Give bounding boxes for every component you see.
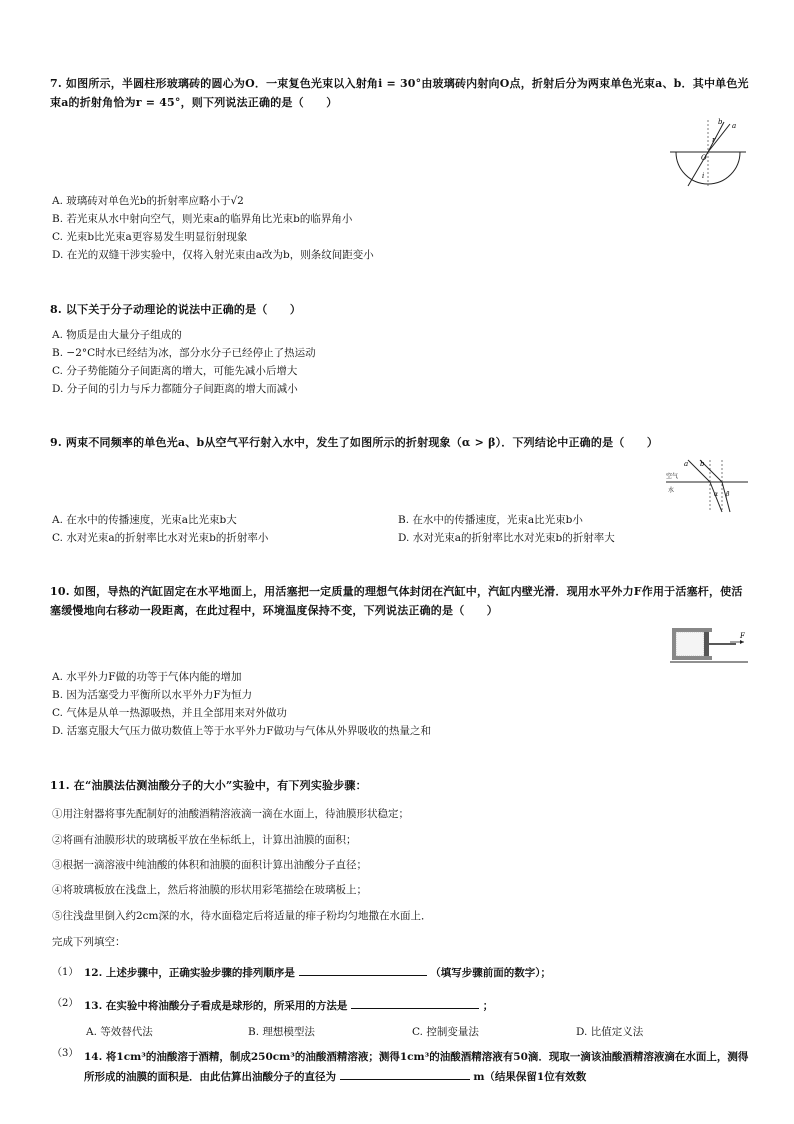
q11-sub3-after: m（结果保留1位有效数: [473, 1071, 587, 1083]
q11-sub1-after: （填写步骤前面的数字）；: [430, 967, 551, 979]
q7-option-c[interactable]: C. 光束b比光束a更容易发生明显衍射现象: [52, 231, 248, 243]
q11-sub1-text: 12. 上述步骤中，正确实验步骤的排列顺序是: [84, 967, 295, 979]
q11-sub2-option-d[interactable]: D. 比值定义法: [576, 1026, 644, 1038]
q7-semicircle-figure: [668, 116, 748, 192]
question-7-stem: 7. 如图所示，半圆柱形玻璃砖的圆心为O．一束复色光束以入射角i = 30°由玻璃砖内射向O点，折射后分为两束单色光束a、b．其中单色光束a的折射角恰为r = 45°，则下列说法正确的是（ ）: [50, 77, 749, 109]
q11-sub3-number: （3）: [52, 1048, 79, 1059]
q10-option-a[interactable]: A. 水平外力F做的功等于气体内能的增加: [52, 671, 242, 683]
q11-sub3-answer-blank[interactable]: [340, 1067, 470, 1080]
q11-sub2-option-c[interactable]: C. 控制变量法: [412, 1026, 479, 1038]
q7-ray-b: [708, 122, 724, 152]
q11-step-1: ①用注射器将事先配制好的油酸酒精溶液滴一滴在水面上，待油膜形状稳定；: [52, 808, 409, 820]
q10-cylinder-top-wall: [672, 628, 712, 632]
q11-step-4: ④将玻璃板放在浅盘上，然后将油膜的形状用彩笔描绘在玻璃板上；: [52, 884, 367, 896]
question-9-stem: 9. 两束不同频率的单色光a、b从空气平行射入水中，发生了如图所示的折射现象（α > β）．下列结论中正确的是（ ）: [50, 436, 659, 449]
q9-label-alpha: α: [714, 491, 719, 498]
q10-option-b[interactable]: B. 因为活塞受力平衡所以水平外力F为恒力: [52, 689, 253, 701]
q8-option-a[interactable]: A. 物质是由大量分子组成的: [52, 329, 182, 341]
q9-option-c[interactable]: C. 水对光束a的折射率比水对光束b的折射率小: [52, 532, 269, 544]
q10-cylinder-left-wall: [672, 628, 676, 660]
q10-cylinder-bottom-wall: [672, 656, 712, 660]
q11-sub2-after: ；: [482, 1000, 494, 1012]
q10-cylinder-figure: [670, 626, 748, 666]
q10-gas-region: [676, 632, 704, 656]
q11-sub1-answer-blank[interactable]: [299, 963, 427, 976]
q7-label-i: i: [702, 172, 705, 180]
q7-option-b[interactable]: B. 若光束从水中射向空气，则光束a的临界角比光束b的临界角小: [52, 213, 353, 225]
q9-label-water: 水: [668, 487, 675, 494]
q10-force-arrowhead: [740, 640, 744, 644]
q7-option-a[interactable]: A. 玻璃砖对单色光b的折射率应略小于√2: [52, 195, 244, 207]
q11-sub3: [84, 1048, 754, 1087]
q7-label-O: O: [701, 154, 707, 162]
q9-label-a: a: [684, 460, 689, 468]
q7-label-b: b: [718, 118, 723, 126]
q10-piston: [704, 632, 709, 656]
question-8-stem: 8. 以下关于分子动理论的说法中正确的是（ ）: [50, 303, 302, 316]
question-10-stem: 10. 如图，导热的汽缸固定在水平地面上，用活塞把一定质量的理想气体封闭在汽缸中，汽缸内壁光滑．现用水平外力F作用于活塞杆，使活塞缓慢地向右移动一段距离，在此过程中，环境温度保持不变，下列说法正确的是（ ）: [50, 585, 743, 617]
q11-step-3: ③根据一滴溶液中纯油酸的体积和油膜的面积计算出油酸分子直径；: [52, 859, 367, 871]
q9-label-b: b: [700, 460, 705, 468]
q11-sub2: [84, 996, 754, 1016]
q8-option-c[interactable]: C. 分子势能随分子间距离的增大，可能先减小后增大: [52, 365, 298, 377]
q11-step-2: ②将画有油膜形状的玻璃板平放在坐标纸上，计算出油膜的面积；: [52, 834, 357, 846]
question-11-stem: 11. 在“油膜法估测油酸分子的大小”实验中，有下列实验步骤：: [50, 779, 367, 792]
q11-fill-prompt: 完成下列填空：: [52, 936, 126, 948]
q9-option-a[interactable]: A. 在水中的传播速度，光束a比光束b大: [52, 514, 237, 526]
q7-label-r: r: [712, 136, 716, 144]
q7-label-a: a: [732, 122, 737, 130]
q9-incident-a: [688, 460, 710, 482]
q11-sub2-option-b[interactable]: B. 理想模型法: [248, 1026, 315, 1038]
q11-sub1: [84, 963, 754, 983]
q9-label-beta: β: [726, 491, 730, 498]
q10-label-F: F: [740, 632, 745, 640]
q8-option-d[interactable]: D. 分子间的引力与斥力都随分子间距离的增大而减小: [52, 383, 298, 395]
q9-option-b[interactable]: B. 在水中的传播速度，光束a比光束b小: [398, 514, 583, 526]
q11-sub2-option-a[interactable]: A. 等效替代法: [86, 1026, 153, 1038]
q11-sub2-text: 13. 在实验中将油酸分子看成是球形的，所采用的方法是: [84, 1000, 348, 1012]
q10-option-d[interactable]: D. 活塞克服大气压力做功数值上等于水平外力F做功与气体从外界吸收的热量之和: [52, 725, 432, 737]
q9-label-air: 空气: [666, 473, 679, 480]
q7-option-d[interactable]: D. 在光的双缝干涉实验中，仅将入射光束由a改为b，则条纹间距变小: [52, 249, 374, 261]
q11-sub2-number: （2）: [52, 998, 79, 1009]
q11-step-5: ⑤往浅盘里倒入约2cm深的水，待水面稳定后将适量的痱子粉均匀地撒在水面上．: [52, 910, 432, 922]
q9-option-d[interactable]: D. 水对光束a的折射率比水对光束b的折射率大: [398, 532, 615, 544]
q8-option-b[interactable]: B. −2°C时水已经结为冰，部分水分子已经停止了热运动: [52, 347, 316, 359]
q11-sub2-answer-blank[interactable]: [351, 996, 479, 1009]
q11-sub1-number: （1）: [52, 967, 79, 978]
q10-option-c[interactable]: C. 气体是从单一热源吸热，并且全部用来对外做功: [52, 707, 287, 719]
q11-sub3-text: 14. 将1cm³的油酸溶于酒精，制成250cm³的油酸酒精溶液；测得1cm³的油酸酒精溶液有50滴．现取一滴该油酸酒精溶液滴在水面上，测得所形成的油膜的面积是．由此估算出油酸分子的直径为: [84, 1051, 749, 1083]
q9-refraction-figure: [664, 458, 750, 514]
